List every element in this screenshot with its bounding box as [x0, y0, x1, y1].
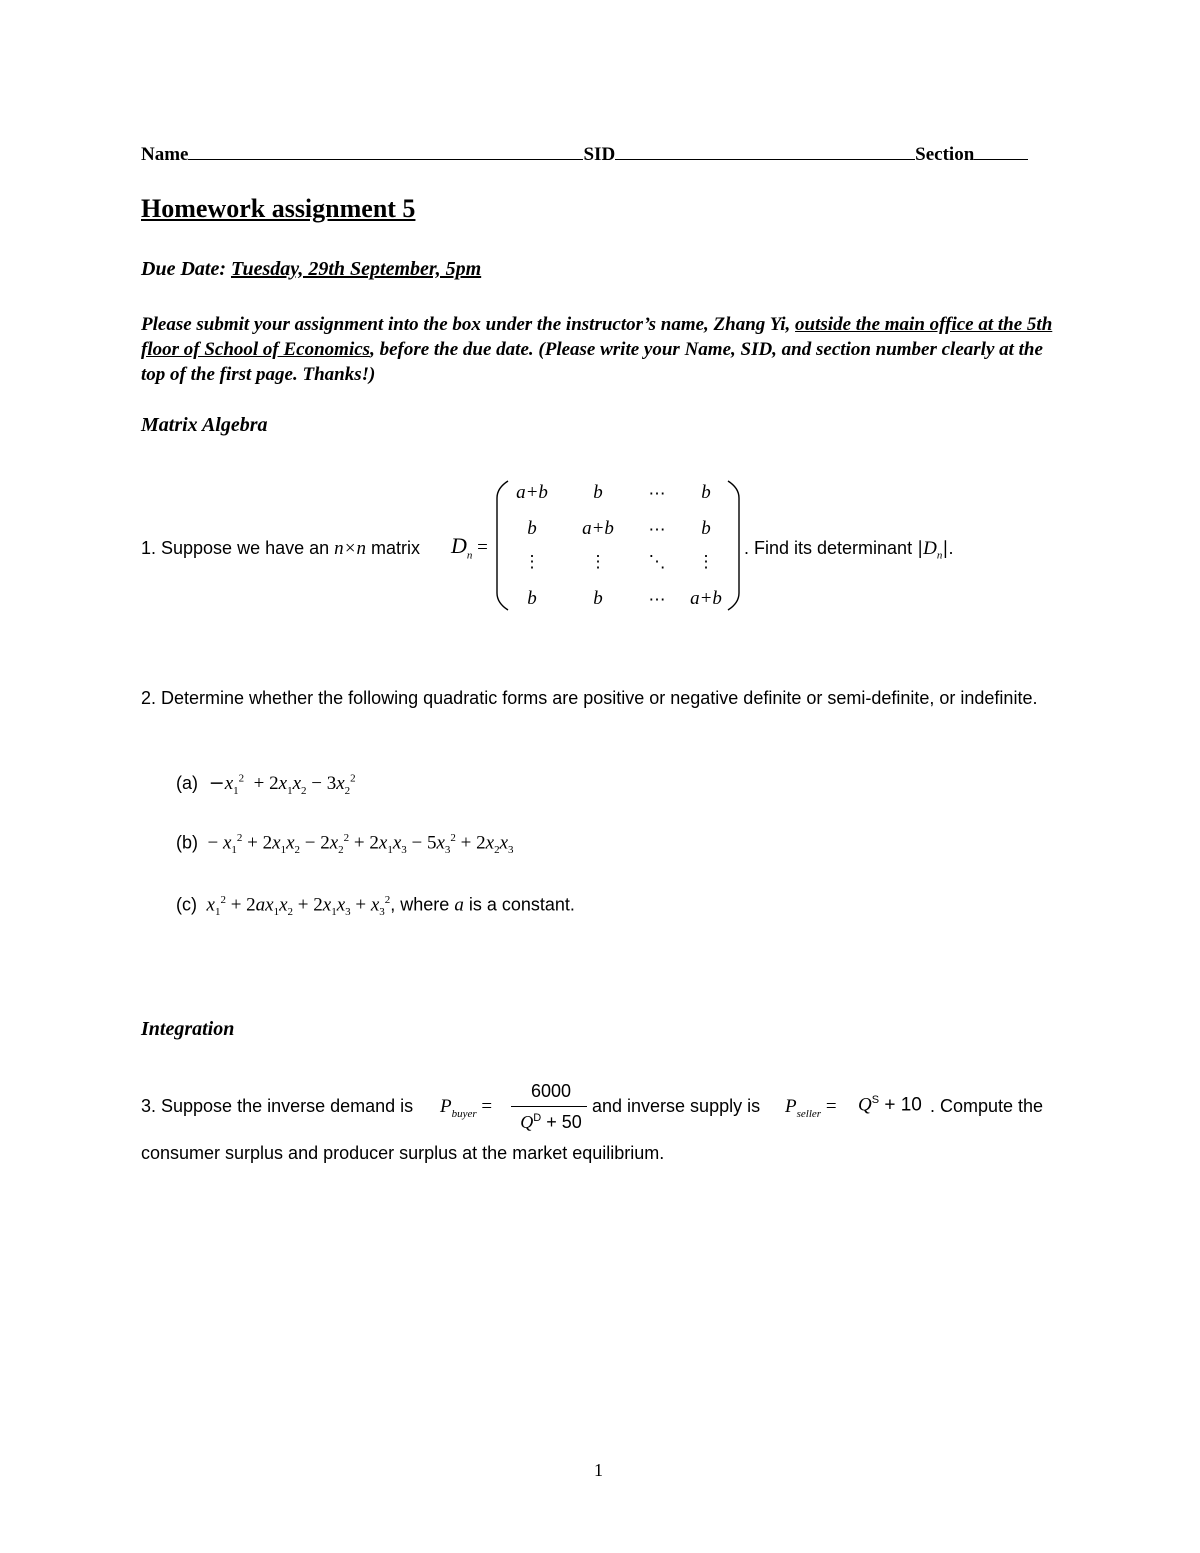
part-c-end: is a constant.: [463, 894, 575, 915]
q1-prefix: 1. Suppose we have an: [141, 538, 335, 558]
supply-rest: + 10: [879, 1094, 922, 1116]
q1-suffix: . Find its determinant $|D_n|$.: [744, 538, 954, 562]
demand-numerator: [516, 1081, 586, 1102]
matrix-cell: ⋯: [648, 520, 666, 540]
matrix-cell: b: [593, 588, 603, 609]
due-label: Due Date:: [141, 258, 226, 280]
q2-part-b: $(b) - x_1^2 + 2x_1x_2 - 2x_2^2 + 2x_1x_3 - 5x_3^2 + 2x_2x_3$: [176, 832, 514, 857]
dn-equals: =: [472, 537, 488, 558]
denom-rest: + 50: [541, 1112, 582, 1132]
section-label: Section: [915, 144, 975, 165]
denom-sup: D: [533, 1112, 542, 1124]
matrix-cell: a+b: [690, 588, 722, 609]
p-buyer: [440, 1096, 492, 1120]
q3-suffix: . Compute the: [930, 1096, 1044, 1116]
dn-sub: n: [466, 549, 473, 562]
section-heading-integration: Integration: [141, 1018, 235, 1040]
instructions-part2: , before the due date. (Please write your Name, SID, and section number clearly at the top of the first page. Thanks!): [141, 339, 1043, 385]
matrix-cell: b: [527, 588, 537, 609]
denom-q: Q: [520, 1112, 534, 1132]
due-date: [141, 258, 481, 281]
supply-sup: S: [871, 1094, 880, 1106]
supply-expression: [858, 1094, 922, 1116]
sid-blank: [615, 143, 915, 160]
matrix-cell: b: [527, 518, 537, 539]
question-2-text: 2. Determine whether the following quadratic forms are positive or negative definite or semi-definite, or indefinite.: [141, 688, 1038, 708]
matrix-cell: b: [593, 482, 603, 503]
name-label: Name: [141, 144, 189, 165]
q3-middle: and inverse supply is: [592, 1096, 761, 1116]
matrix-cell: ⋯: [648, 590, 666, 610]
name-blank: [188, 143, 583, 160]
part-b-label: (b): [176, 832, 198, 853]
q1-middle: matrix: [365, 538, 420, 558]
matrix-cell: ⋮: [523, 552, 541, 572]
question-1-text: [141, 538, 420, 560]
submission-instructions: [141, 312, 1061, 387]
part-c-label: (c): [176, 894, 197, 915]
matrix-cell: ⋮: [589, 552, 607, 572]
numerator-text: 6000: [530, 1081, 572, 1101]
det-letter: D: [923, 538, 937, 559]
part-c-const: a: [454, 894, 464, 916]
matrix-cell: b: [701, 518, 711, 539]
q2-part-c: (c) $x_1^2 + 2ax_1x_2 + 2x_1x_3 + x_3^2$, where a is a constant.: [176, 894, 575, 919]
q1-end: .: [948, 538, 954, 558]
p-buyer-eq: =: [476, 1096, 493, 1117]
question-3-prefix: 3. Suppose the inverse demand is: [141, 1096, 414, 1116]
instructions-part1: Please submit your assignment into the box under the instructor’s name, Zhang Yi,: [141, 314, 796, 335]
due-value: Tuesday, 29th September, 5pm: [230, 258, 482, 280]
part-c-suffix: , where: [390, 894, 455, 915]
dn-letter: D: [451, 533, 467, 558]
fraction-bar: [511, 1106, 587, 1107]
matrix-cell: ⋮: [697, 552, 715, 572]
page-title: Homework assignment 5: [141, 194, 416, 223]
matrix-cell: a+b: [516, 482, 548, 503]
p-seller-letter: P: [785, 1096, 797, 1117]
part-a-label: (a): [176, 773, 198, 793]
section-heading-matrix-algebra: Matrix Algebra: [141, 414, 268, 436]
header-fields: [141, 143, 1028, 166]
matrix-cell: a+b: [582, 518, 614, 539]
p-seller-sub: seller: [796, 1107, 822, 1120]
page-number: 1: [594, 1460, 603, 1480]
p-buyer-sub: buyer: [451, 1107, 477, 1120]
matrix-cell: ⋱: [648, 552, 666, 572]
instructions-location: outside the main office at the 5th floor of School of Economics: [141, 314, 1053, 360]
p-seller: [785, 1096, 837, 1120]
p-seller-eq: =: [821, 1096, 837, 1117]
q1-nxn: n×n: [334, 538, 366, 559]
q2-part-a: $(a) -x_1^2 + 2x_1x_2 - 3x_2^2$: [176, 772, 356, 797]
matrix-cell: ⋯: [648, 484, 666, 504]
det-sub: n: [936, 549, 943, 562]
q1-suffix-text: . Find its determinant: [744, 538, 918, 558]
section-blank: [974, 143, 1028, 160]
sid-label: SID: [583, 144, 616, 165]
p-buyer-letter: P: [440, 1096, 452, 1117]
q3-line2: consumer surplus and producer surplus at the market equilibrium.: [141, 1143, 665, 1163]
demand-denominator: [511, 1112, 591, 1133]
q1-dn-label: [451, 533, 488, 561]
supply-q: Q: [858, 1094, 872, 1116]
matrix-cell: b: [701, 482, 711, 503]
